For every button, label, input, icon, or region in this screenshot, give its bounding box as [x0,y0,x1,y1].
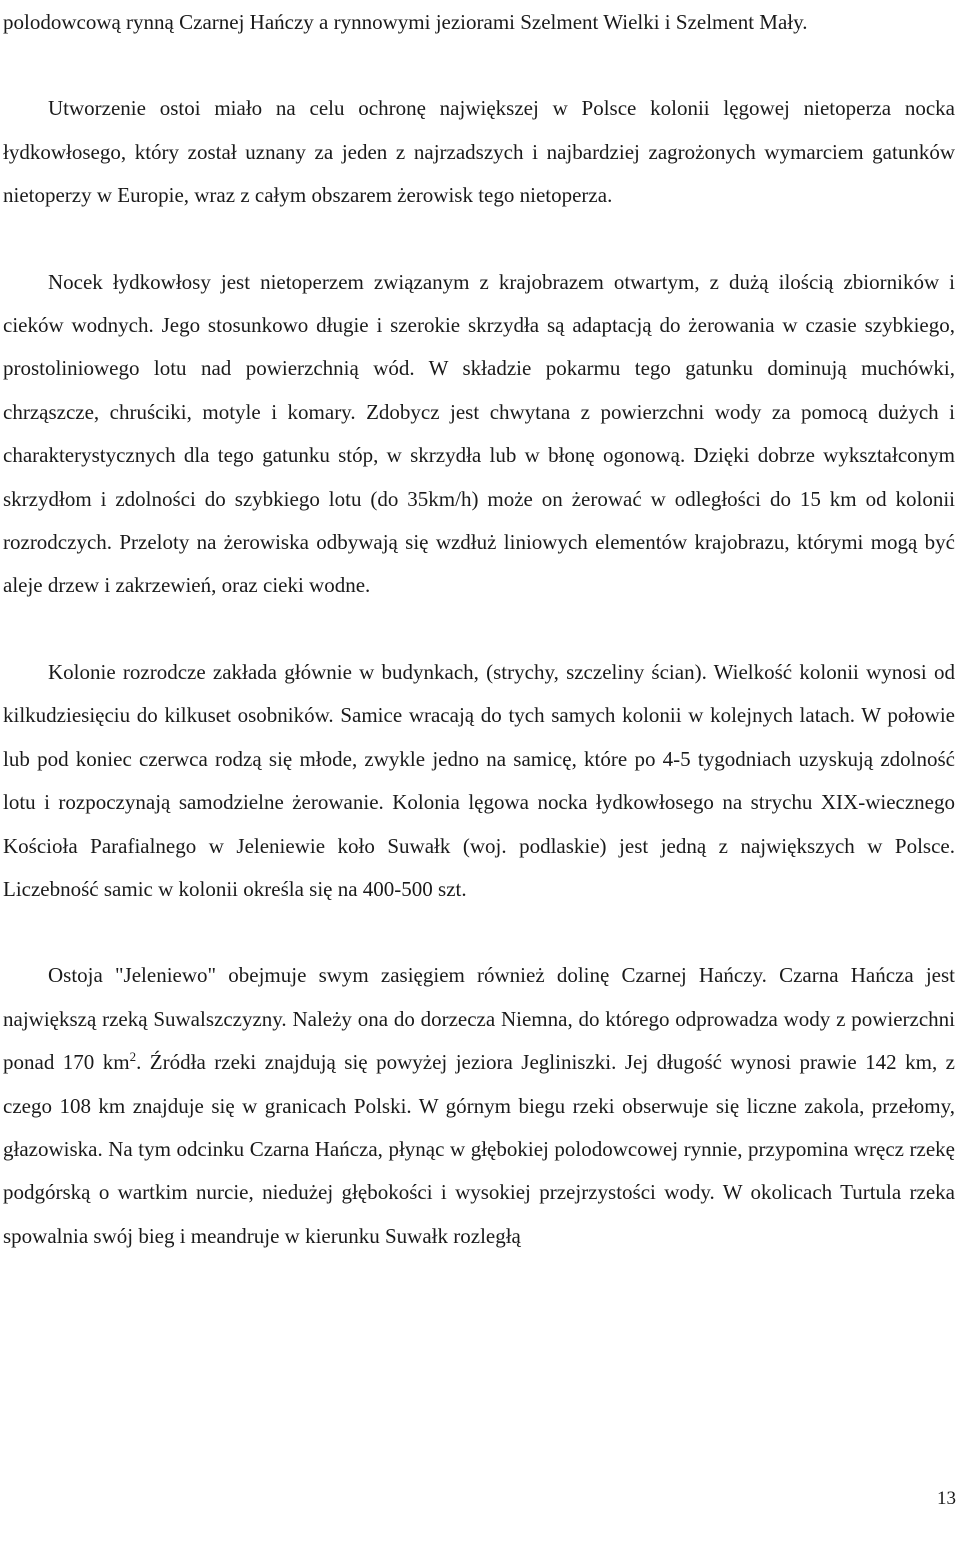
superscript-squared: 2 [129,1049,137,1065]
paragraph-4: Kolonie rozrodcze zakłada głównie w budynkach, (strychy, szczeliny ścian). Wielkość kolonii wynosi od kilkudziesięciu do kilkuset osobników. Samice wracają do tych samych kolonii w kolejnych latach. W połowie lub pod koniec czerwca rodzą się młode, zwykle jedno na samicę, które po 4-5 tygodniach uzyskują zdolność lotu i rozpoczynają samodzielne żerowanie. Kolonia lęgowa nocka łydkowłosego na strychu XIX-wiecznego Kościoła Parafialnego w Jeleniewie koło Suwałk (woj. podlaskie) jest jedną z największych w Polsce. Liczebność samic w kolonii określa się na 400-500 szt. [3,659,955,901]
paragraph-3: Nocek łydkowłosy jest nietoperzem związanym z krajobrazem otwartym, z dużą ilością zbiorników i cieków wodnych. Jego stosunkowo długie i szerokie skrzydła są adaptacją do żerowania w czasie szybkiego, prostoliniowego lotu nad powierzchnią wód. W składzie pokarmu tego gatunku dominują muchówki, chrząszcze, chruściki, motyle i komary. Zdobycz jest chwytana z powierzchni wody za pomocą dużych i charakterystycznych dla tego gatunku stóp, w skrzydła lub w błonę ogonową. Dzięki dobrze wykształconym skrzydłom i zdolności do szybkiego lotu (do 35km/h) może on żerować w odległości do 15 km od kolonii rozrodczych. Przeloty na żerowiska odbywają się wzdłuż liniowych elementów krajobrazu, którymi mogą być aleje drzew i zakrzewień, oraz cieki wodne. [3,269,955,598]
page-number: 13 [937,1488,956,1509]
document-page [3,0,955,1543]
paragraph-5 [3,954,955,1258]
paragraph-5-text-before: Ostoja "Jeleniewo" obejmuje swym zasięgiem również dolinę Czarnej Hańczy. Czarna Hańcza jest największą rzeką Suwalszczyzny. Należy ona do dorzecza Niemna, do którego odprowadza wody z powierzchni ponad 170 km [3,963,955,1075]
paragraph-1: polodowcową rynną Czarnej Hańczy a rynnowymi jeziorami Szelment Wielki i Szelment Mały. [3,10,808,34]
paragraph-2: Utworzenie ostoi miało na celu ochronę największej w Polsce kolonii lęgowej nietoperza nocka łydkowłosego, który został uznany za jeden z najrzadszych i najbardziej zagrożonych wymarciem gatunków nietoperzy w Europie, wraz z całym obszarem żerowisk tego nietoperza. [3,96,955,208]
paragraph-5-text-after: . Źródła rzeki znajdują się powyżej jeziora Jegliniszki. Jej długość wynosi prawie 142 km, z czego 108 km znajduje się w granicach Polski. W górnym biegu rzeki obserwuje się liczne zakola, przełomy, głazowiska. Na tym odcinku Czarna Hańcza, płynąc w głębokiej polodowcowej rynnie, przypomina wręcz rzekę podgórską o wartkim nurcie, niedużej głębokości i wysokiej przejrzystości wody. W okolicach Turtula rzeka spowalnia swój bieg i meandruje w kierunku Suwałk rozległą [3,1050,955,1248]
